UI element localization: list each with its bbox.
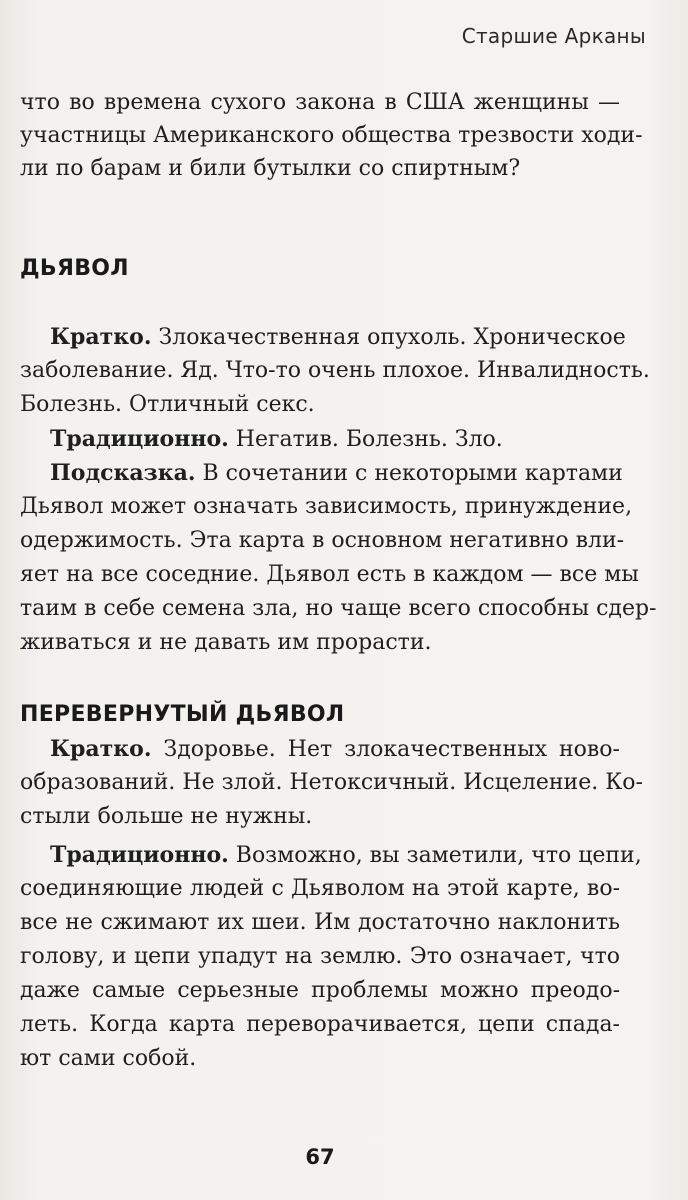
label-short: Кратко. <box>50 324 152 350</box>
text-line: яет на все соседние. Дьявол есть в каждом — все мы <box>20 562 639 587</box>
short-text: Здоровье. Нет злокачественных ново- <box>151 737 620 762</box>
text-line: Дьявол может означать зависимость, принуждение, <box>20 494 633 519</box>
text-line: леть. Когда карта переворачивается, цепи спада- <box>20 1012 620 1037</box>
text-line: участницы Американского общества трезвости ходи- <box>20 123 643 148</box>
text-line: живаться и не давать им прорасти. <box>20 630 432 655</box>
running-head: Старшие Арканы <box>461 24 646 48</box>
text-line: заболевание. Яд. Что-то очень плохое. Инвалидность. <box>20 358 650 383</box>
text-line: стыли больше не нужны. <box>20 804 313 829</box>
text-line: даже самые серьезные проблемы можно преодо- <box>20 978 620 1003</box>
traditional-text: Негатив. Болезнь. Зло. <box>228 427 503 452</box>
text-line <box>20 734 620 765</box>
label-traditional: Традиционно. <box>50 842 229 868</box>
section-heading-reversed-devil: ПЕРЕВЕРНУТЫЙ ДЬЯВОЛ <box>20 702 345 727</box>
text-line <box>20 424 620 455</box>
text-line: ли по барам и били бутылки со спиртным? <box>20 156 521 181</box>
text-line: одержимость. Эта карта в основном негативно вли- <box>20 528 625 553</box>
label-hint: Подсказка. <box>50 460 196 486</box>
text-line: образований. Не злой. Нетоксичный. Исцеление. Ко- <box>20 770 643 795</box>
label-traditional: Традиционно. <box>50 426 229 452</box>
text-line: голову, и цепи упадут на землю. Это означает, что <box>20 944 620 969</box>
text-line: таим в себе семена зла, но чаще всего способны сдер- <box>20 596 657 621</box>
text-line <box>20 458 623 489</box>
text-line: что во времена сухого закона в США женщины — <box>20 90 620 115</box>
text-line: все не сжимают их шеи. Им достаточно наклонить <box>20 910 620 935</box>
short-text: Злокачественная опухоль. Хроническое <box>151 325 626 350</box>
section-heading-devil: ДЬЯВОЛ <box>20 256 129 281</box>
text-line: соединяющие людей с Дьяволом на этой карте, во- <box>20 876 620 901</box>
text-line: ют сами собой. <box>20 1046 197 1071</box>
text-line <box>20 322 626 353</box>
page-number: 67 <box>305 1145 335 1169</box>
text-line <box>20 840 642 871</box>
hint-text: В сочетании с некоторыми картами <box>195 461 623 486</box>
label-short: Кратко. <box>50 736 152 762</box>
text-line: Болезнь. Отличный секс. <box>20 392 315 417</box>
traditional-text: Возможно, вы заметили, что цепи, <box>228 843 642 868</box>
